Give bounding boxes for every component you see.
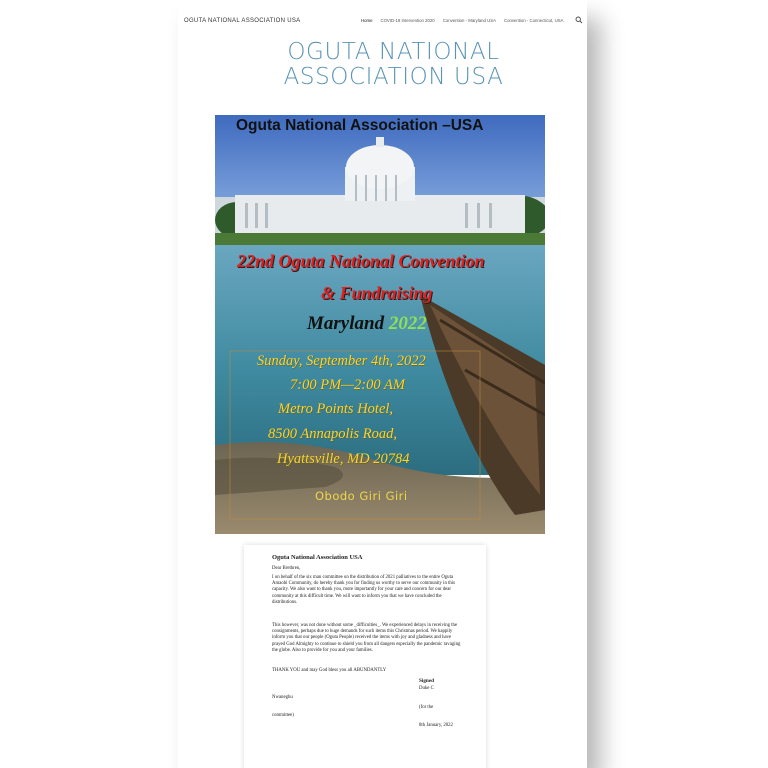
letter-committee: committee) (272, 713, 294, 718)
page-title (178, 40, 587, 90)
letter-thanks: THANK YOU and may God bless you all ABUNDANTLY (272, 668, 387, 673)
nav-item-covid-intervention[interactable]: COVID-19 Intervention 2020 (380, 18, 435, 23)
site-title-link[interactable]: OGUTA NATIONAL ASSOCIATION USA (184, 18, 301, 24)
nav-item-home[interactable]: Home (361, 18, 373, 23)
page-container (178, 0, 587, 768)
poster-convention-title: 22nd Oguta National Convention (237, 251, 485, 271)
letter-paragraph-2: This however, was not done without some _difficulties_. We experienced delays in receiving the consignments, perhaps due to huge demands for such items this Christmas period. We happily inform you that our people (Oguta People) received the items with joy and gladness and have prayed God Almighty to continue to shield you from all dangers especially the pandemic ravaging the globe. Also to provide for you and your families. (272, 623, 461, 653)
letter-for-the: (for the (419, 705, 434, 710)
page-title-line-2: ASSOCIATION USA (283, 64, 504, 90)
site-header (178, 0, 587, 40)
page-title-line-1: OGUTA NATIONAL (287, 39, 500, 65)
poster-road: 8500 Annapolis Road, (268, 426, 398, 442)
letter-signatory-name: Duke C (419, 686, 434, 691)
poster-hotel: Metro Points Hotel, (278, 401, 394, 417)
letter-date: 8th January, 2022 (419, 723, 453, 728)
poster-city: Hyattsville, MD 20784 (277, 451, 410, 467)
poster-slogan: Obodo Giri Giri (315, 489, 408, 503)
search-icon[interactable] (575, 16, 583, 24)
letter-title: Oguta National Association USA (272, 554, 363, 561)
thank-you-letter (244, 545, 486, 768)
poster-state-year (307, 313, 427, 335)
letter-greeting: Dear Brethren, (272, 566, 301, 571)
poster-time: 7:00 PM—2:00 AM (290, 377, 405, 393)
letter-signed: Signed (419, 678, 434, 684)
poster-year: 2022 (388, 313, 427, 334)
letter-paragraph-1: I on behalf of the six man committee on the distribution of 2021 palliatives to the entire Oguta Amaobi Community, do hereby thank you for finding us worthy to serve our community in this capacity. We also want to thank you, more importantly for your care and concern for our dear community at this difficult time. We will want to inform you that we have concluded the distributions. (272, 575, 456, 605)
convention-poster (215, 115, 545, 534)
poster-date: Sunday, September 4th, 2022 (257, 353, 426, 369)
poster-state: Maryland (307, 313, 385, 334)
main-navigation (361, 18, 563, 23)
nav-item-convention-connecticut[interactable]: Convention - Connecticut, USA (503, 18, 564, 23)
poster-fundraising: & Fundraising (321, 283, 433, 303)
nav-item-convention-maryland[interactable]: Convention - Maryland USA (442, 18, 496, 23)
letter-signatory-surname: Nwaneghu (272, 695, 293, 700)
poster-org-title: Oguta National Association –USA (236, 117, 484, 134)
